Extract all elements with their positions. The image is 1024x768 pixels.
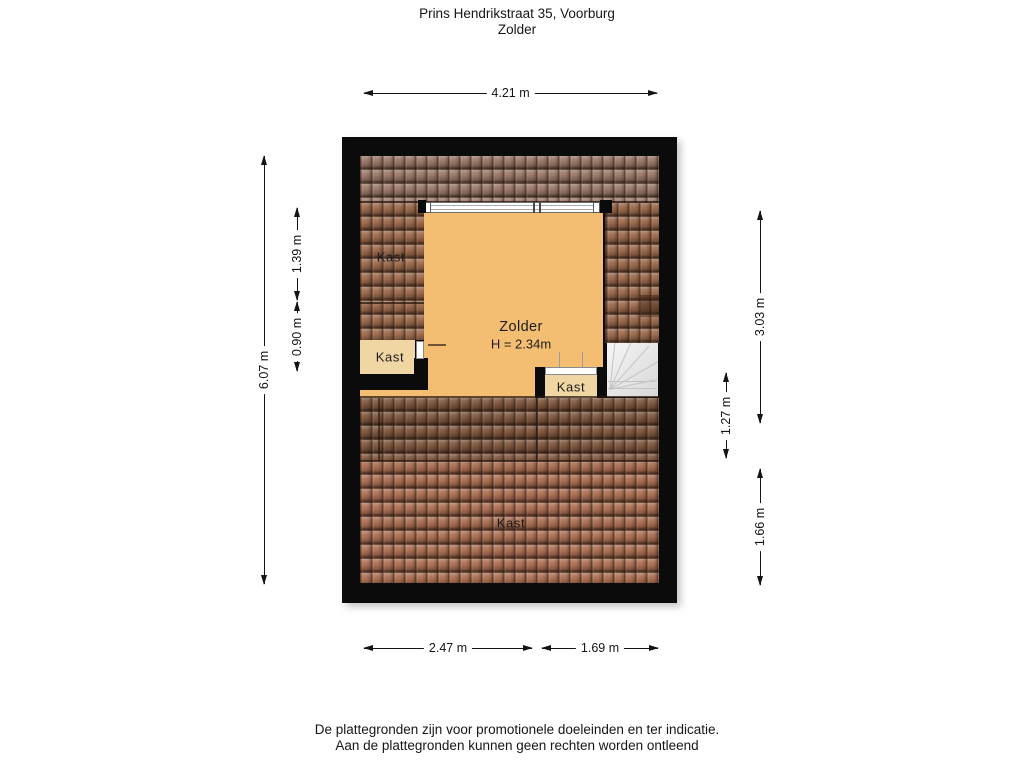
arrow-up-icon xyxy=(294,301,300,311)
closet-label-upper-left: Kast xyxy=(376,249,406,265)
arrow-right-icon xyxy=(648,90,658,96)
arrow-down-icon xyxy=(723,449,729,459)
door-hinge-line-1 xyxy=(559,352,560,367)
arrow-up-icon xyxy=(723,372,729,382)
closet-label-bottom: Kast xyxy=(496,515,526,531)
dim-label: 1.66 m xyxy=(753,503,767,551)
disclaimer-line-2: Aan de plattegronden kunnen geen rechten worden ontleend xyxy=(335,738,699,753)
wall-stub-window-right xyxy=(600,200,612,213)
dimension-left-total xyxy=(256,155,272,585)
stair-tread-line xyxy=(608,388,657,389)
dimension-bottom-left xyxy=(363,641,533,655)
window-cap-right xyxy=(593,202,600,213)
roof-band-left xyxy=(360,203,424,340)
roof-fold-left xyxy=(360,302,424,304)
window-divider-2 xyxy=(539,202,541,213)
disclaimer-line-1: De plattegronden zijn voor promotionele doeleinden en ter indicatie. xyxy=(314,722,720,737)
roof-band-right xyxy=(605,203,659,343)
arrow-down-icon xyxy=(757,414,763,424)
dimension-right-lower xyxy=(752,468,768,586)
arrow-up-icon xyxy=(261,155,267,165)
arrow-down-icon xyxy=(261,575,267,585)
stair-tread-line xyxy=(608,381,657,382)
dim-label: 6.07 m xyxy=(257,346,271,394)
arrow-right-icon xyxy=(649,645,659,651)
window-divider-1 xyxy=(533,202,535,213)
dimension-bottom-right xyxy=(541,641,659,655)
page-title xyxy=(0,6,1024,38)
staircase xyxy=(607,343,658,397)
roof-patch-right xyxy=(640,295,659,317)
room-height-label: H = 2.34m xyxy=(490,336,552,352)
arrow-right-icon xyxy=(523,645,533,651)
closet-left-wall-bottom xyxy=(342,374,428,390)
room-name-label: Zolder xyxy=(499,319,543,335)
door-hinge-line-2 xyxy=(582,352,583,367)
arrow-left-icon xyxy=(541,645,551,651)
title-floor: Zolder xyxy=(497,22,537,37)
roof-fold-vertical-mid xyxy=(536,398,538,461)
arrow-left-icon xyxy=(363,90,373,96)
closet-left-door xyxy=(416,341,424,359)
roof-band-top xyxy=(360,156,659,203)
dim-label: 3.03 m xyxy=(753,293,767,341)
dim-label: 0.90 m xyxy=(290,312,304,360)
arrow-down-icon xyxy=(294,362,300,372)
roof-band-bottom-upper xyxy=(360,398,659,461)
roof-fold-bottom-top xyxy=(360,396,659,398)
stair-step-line xyxy=(610,346,650,390)
dimension-right-middle xyxy=(718,372,734,459)
dim-label: 2.47 m xyxy=(424,641,472,655)
floor-edge-tick xyxy=(428,344,446,346)
dim-label: 1.27 m xyxy=(719,391,733,439)
dimension-right-upper xyxy=(752,210,768,424)
dimension-left-upper xyxy=(289,207,305,301)
arrow-left-icon xyxy=(363,645,373,651)
closet-middle-door xyxy=(545,367,597,375)
arrow-down-icon xyxy=(757,576,763,586)
dimension-left-lower xyxy=(289,301,305,372)
roof-fold-vertical-left xyxy=(378,398,380,461)
arrow-up-icon xyxy=(757,210,763,220)
dim-label: 1.39 m xyxy=(290,230,304,278)
window-band xyxy=(424,202,600,213)
closet-label-middle: Kast xyxy=(556,379,586,395)
arrow-up-icon xyxy=(294,207,300,217)
closet-label-lower-left: Kast xyxy=(375,349,405,365)
dim-label: 1.69 m xyxy=(576,641,624,655)
wall-stub-window-left xyxy=(418,200,426,213)
disclaimer xyxy=(0,722,1024,754)
arrow-up-icon xyxy=(757,468,763,478)
dim-label: 4.21 m xyxy=(486,86,534,100)
roof-fold-bottom-mid xyxy=(360,460,659,462)
title-address: Prins Hendrikstraat 35, Voorburg xyxy=(419,6,615,21)
dimension-top-width xyxy=(363,86,658,100)
arrow-down-icon xyxy=(294,291,300,301)
